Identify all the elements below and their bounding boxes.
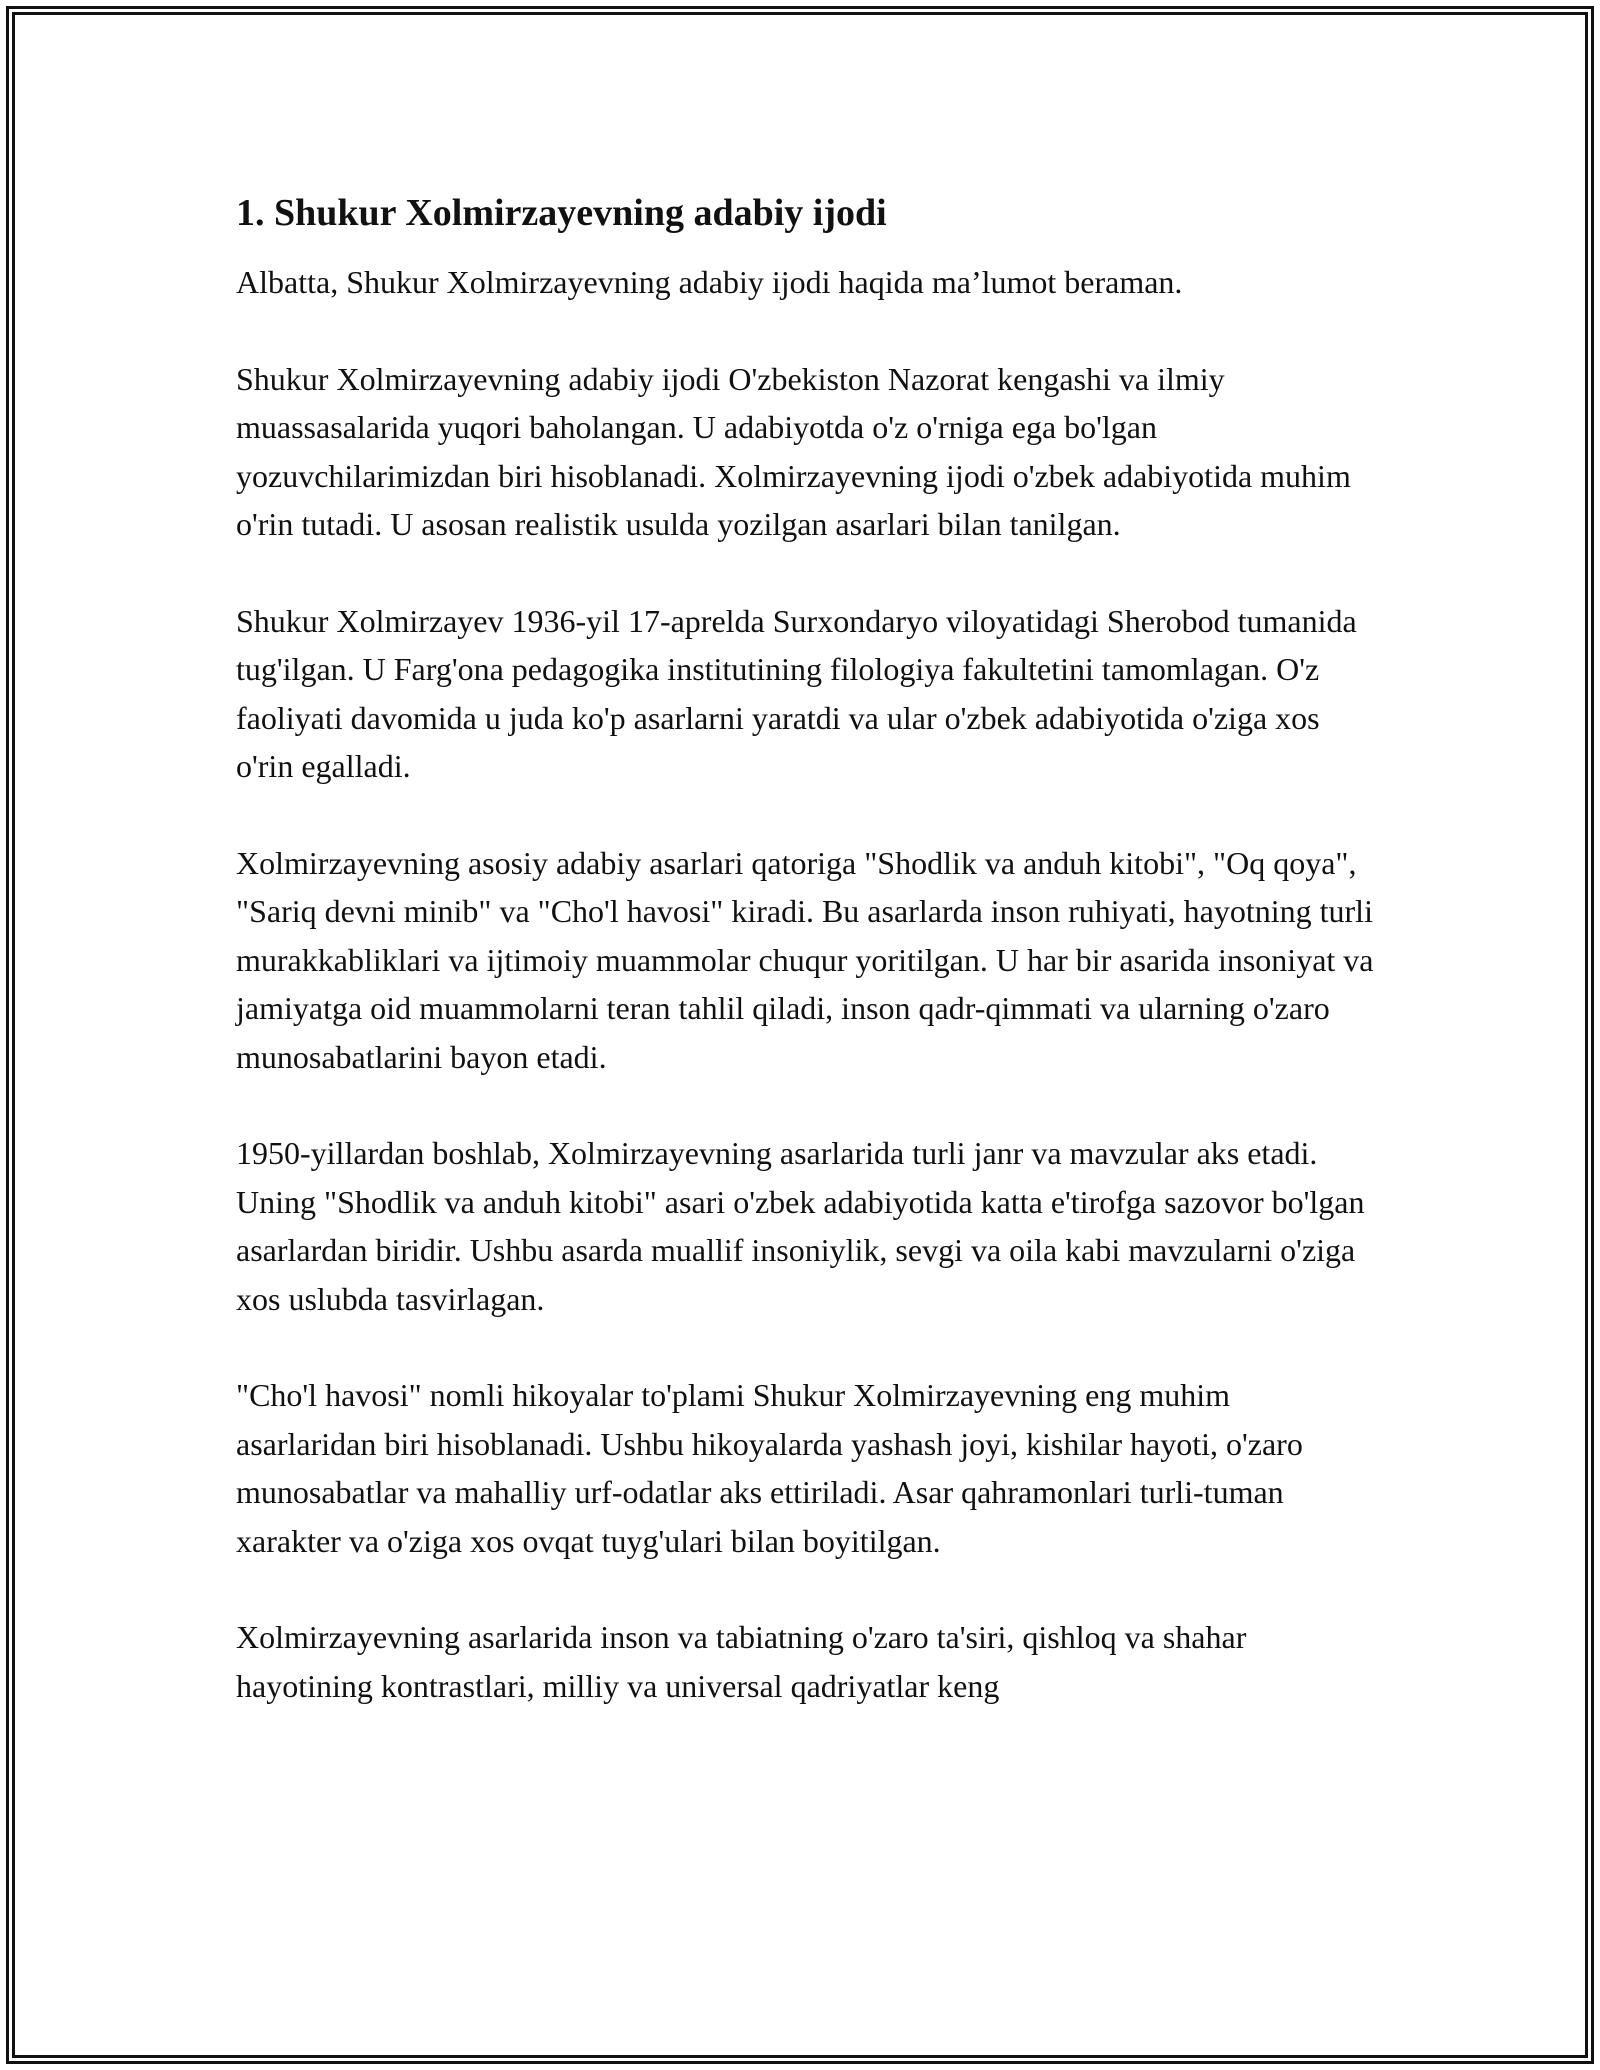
document-body (236, 180, 1376, 1758)
paragraph-recognition: Shukur Xolmirzayevning adabiy ijodi O'zbekiston Nazorat kengashi va ilmiy muassasalarida yuqori baholangan. U adabiyotda o'z o'rniga ega bo'lgan yozuvchilarimizdan biri hisoblanadi. Xolmirzayevning ijodi o'zbek adabiyotida muhim o'rin tutadi. U asosan realistik usulda yozilgan asarlari bilan tanilgan. (236, 360, 1351, 542)
paragraph-genres: 1950-yillardan boshlab, Xolmirzayevning asarlarida turli janr va mavzular aks etadi. Uning "Shodlik va anduh kitobi" asari o'zbek adabiyotida katta e'tirofga sazovor bo'lgan asarlardan biridir. Ushbu asarda muallif insoniylik, sevgi va oila kabi mavzularni o'ziga xos uslubda tasvirlagan. (236, 1135, 1365, 1317)
section-heading: 1. Shukur Xolmirzayevning adabiy ijodi (236, 192, 887, 234)
paragraph-biography: Shukur Xolmirzayev 1936-yil 17-aprelda Surxondaryo viloyatidagi Sherobod tumanida tug'ilgan. U Farg'ona pedagogika institutining filologiya fakultetini tamomlagan. O'z faoliyati davomida u juda ko'p asarlarni yaratdi va ular o'zbek adabiyotida o'ziga xos o'rin egalladi. (236, 602, 1357, 784)
paragraph-intro: Albatta, Shukur Xolmirzayevning adabiy ijodi haqida ma’lumot beraman. (236, 264, 1183, 300)
paragraph-chol-havosi: "Cho'l havosi" nomli hikoyalar to'plami Shukur Xolmirzayevning eng muhim asarlaridan biri hisoblanadi. Ushbu hikoyalarda yashash joyi, kishilar hayoti, o'zaro munosabatlar va mahalliy urf-odatlar aks ettiriladi. Asar qahramonlari turli-tuman xarakter va o'ziga xos ovqat tuyg'ulari bilan boyitilgan. (236, 1377, 1303, 1559)
paragraph-main-works: Xolmirzayevning asosiy adabiy asarlari qatoriga "Shodlik va anduh kitobi", "Oq qoya", "Sariq devni minib" va "Cho'l havosi" kiradi. Bu asarlarda inson ruhiyati, hayotning turli murakkabliklari va ijtimoiy muammolar chuqur yoritilgan. U har bir asarida insoniyat va jamiyatga oid muammolarni teran tahlil qiladi, inson qadr-qimmati va ularning o'zaro munosabatlarini bayon etadi. (236, 844, 1374, 1075)
paragraph-themes: Xolmirzayevning asarlarida inson va tabiatning o'zaro ta'siri, qishloq va shahar hayotining kontrastlari, milliy va universal qadriyatlar keng (236, 1619, 1247, 1704)
